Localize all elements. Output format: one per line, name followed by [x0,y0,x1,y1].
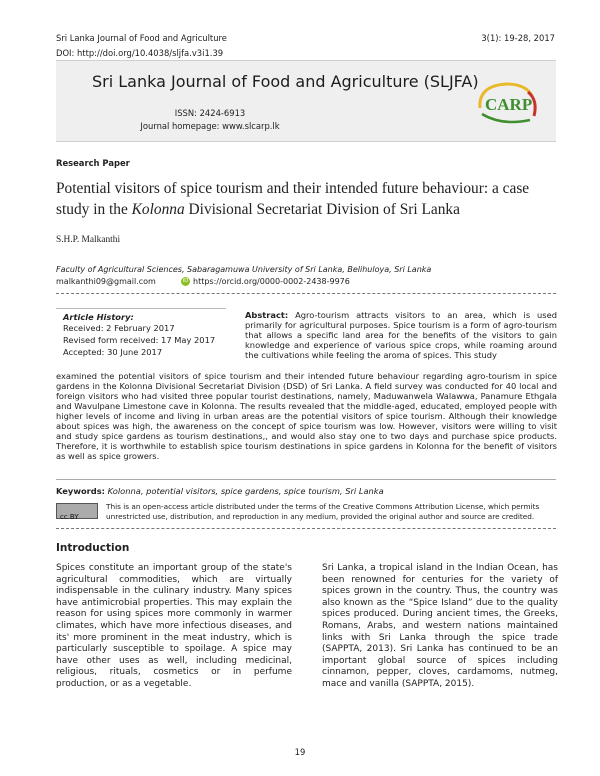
cc-by-badge[interactable] [56,503,98,519]
email[interactable]: malkanthi09@gmail.com [56,277,156,286]
divider [56,528,556,529]
logo-text: CARP [485,95,533,114]
logo-arc-green [482,114,530,122]
orcid-icon: iD [182,278,189,284]
intro-column-right: Sri Lanka, a tropical island in the Indian Ocean, has been renowned for centuries for the variety of spices grown in the country. Thus, the country was also known as the “Spice Island” due to the quality spices produced. During ancient times, the Greeks, Romans, Arabs, and western nations maintained links with Sri Lanka through the spice trade (SAPPTA, 2013). Sri Lanka has continued to be an important global source of spices including cinnamon, pepper, cloves, cardamoms, nutmeg, mace and vanilla (SAPPTA, 2015). [322,563,558,689]
journal-title: Sri Lanka Journal of Food and Agriculture (SLJFA) [92,72,479,91]
doi-link[interactable]: DOI: http://doi.org/10.4038/sljfa.v3i1.39 [56,48,224,58]
article-title: Potential visitors of spice tourism and their intended future behaviour: a case study in the Kolonna Divisional Secretariat Division of Sri Lanka [56,180,530,218]
abstract-body: examined the potential visitors of spice tourism and their intended future behaviour regarding agro-tourism in spice gardens in the Kolonna Divisional Secretariat Division (DSD) of Sri Lanka. A field survey was conducted for 40 local and foreign visitors who had visited three popular tourist destinations, namely, Maduwanwela Walawwa, Panamure Ethgala and Wavulpane Limestone cave in Kolonna. The results revealed that the middle-aged, educated, employed people with higher levels of income and living in urban areas are the potential visitors of spice tourism. Although their knowledge about spices was high, the awareness on the concept of spice tourism was low. However, visitors were willing to visit and study spice gardens as tourism destinations,, and would also stay one to two days and purchase spice products. Therefore, it is worthwhile to establish spice tourism destinations in spice gardens in Kolonna for the benefit of visitors as well as spice growers. [56,371,557,461]
paper-type: Research Paper [56,158,130,168]
issn: ISSN: 2424-6913 [174,108,246,118]
page-number: 19 [294,747,306,757]
license-text: This is an open-access article distributed under the terms of the Creative Commons Attribution License, which permits unrestricted use, distribution, and reproduction in any medium, provided the original author and source are credited. [106,502,540,521]
divider [56,293,556,294]
issue-info: 3(1): 19-28, 2017 [481,33,555,43]
history-title: Article History: [63,312,134,322]
journal-homepage[interactable]: Journal homepage: www.slcarp.lk [140,121,280,131]
history-accepted: Accepted: 30 June 2017 [63,347,163,357]
history-revised: Revised form received: 17 May 2017 [63,335,216,345]
abstract-start: Abstract: Agro-tourism attracts visitors to an area, which is used primarily for agricultural purposes. Spice tourism is a form of agro-tourism that allows a specific land area for the benefits of the visitors to gain knowledge and experience of various spice crops, while roaming around the cultivations while feeling the aroma of spices. This study [245,310,557,360]
history-received: Received: 2 February 2017 [63,323,175,333]
affiliation: Faculty of Agricultural Sciences, Sabaragamuwa University of Sri Lanka, Belihuloya, Sri Lanka [56,265,432,274]
intro-column-left: Spices constitute an important group of the state's agricultural commodities, which are virtually indispensable in the culinary industry. Many spices have antimicrobial properties. This may explain the reason for using spices more commonly in warmer climates, which have more infectious diseases, and its' more prominent in the meat industry, which is particularly susceptible to spoilage. A spice may have other uses as well, including medicinal, religious, rituals, cosmetics or in perfume production, or as a vegetable. [56,563,292,689]
running-journal-name: Sri Lanka Journal of Food and Agriculture [56,33,227,43]
section-heading-introduction: Introduction [56,542,130,554]
author: S.H.P. Malkanthi [56,235,121,245]
carp-logo [472,78,544,128]
keywords: Keywords: Kolonna, potential visitors, spice gardens, spice tourism, Sri Lanka [56,486,384,496]
divider [56,479,556,480]
cc-badge-text: cc BY [60,513,79,521]
orcid-link[interactable]: https://orcid.org/0000-0002-2438-9976 [193,277,350,286]
